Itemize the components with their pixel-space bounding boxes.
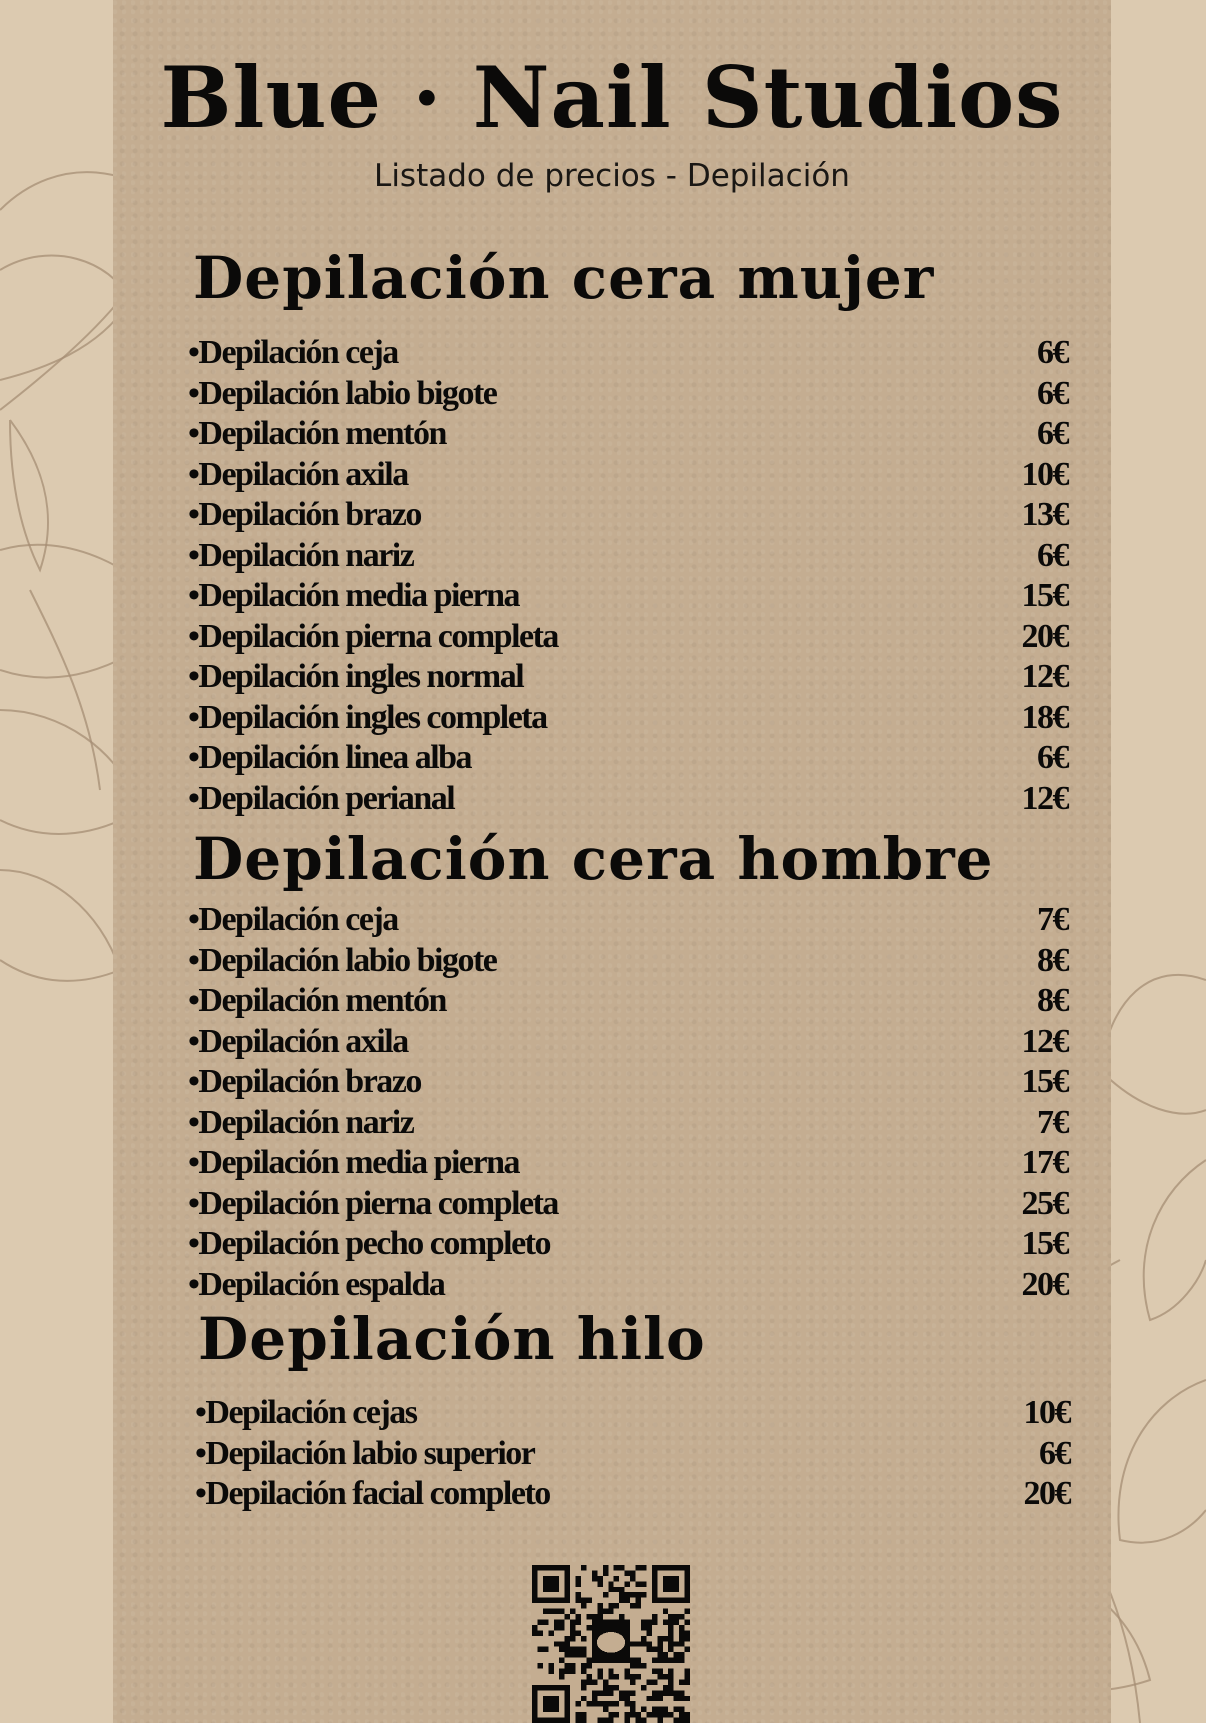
service-name: • Depilación ceja [188, 901, 398, 939]
price-row [195, 1393, 1070, 1434]
service-price: 15€ [1021, 1063, 1068, 1101]
service-name: • Depilación media pierna [188, 577, 519, 615]
price-row [188, 900, 1068, 941]
service-name: • Depilación labio superior [195, 1435, 534, 1473]
price-row [188, 738, 1068, 779]
price-row [188, 941, 1068, 982]
service-name: • Depilación pecho completo [188, 1225, 550, 1263]
service-name: • Depilación labio bigote [188, 942, 496, 980]
service-price: 20€ [1023, 1475, 1070, 1513]
service-price: 7€ [1037, 1103, 1068, 1141]
price-row [188, 495, 1068, 536]
service-name: • Depilación facial completo [195, 1475, 550, 1513]
section-heading-hilo: Depilación hilo [198, 1305, 706, 1373]
service-price: 6€ [1037, 536, 1068, 574]
service-price: 8€ [1037, 941, 1068, 979]
service-name: • Depilación media pierna [188, 1144, 519, 1182]
service-price: 10€ [1023, 1394, 1070, 1432]
section-heading-cera-hombre: Depilación cera hombre [193, 825, 994, 893]
service-price: 15€ [1021, 1225, 1068, 1263]
page-subtitle: Listado de precios - Depilación [374, 158, 850, 194]
service-price: 6€ [1037, 334, 1068, 372]
service-price: 13€ [1021, 496, 1068, 534]
service-name: • Depilación cejas [195, 1394, 417, 1432]
price-row [188, 333, 1068, 374]
page-title: Blue · Nail Studios [160, 48, 1064, 147]
price-row [188, 1103, 1068, 1144]
service-name: • Depilación nariz [188, 1104, 413, 1142]
service-name: • Depilación linea alba [188, 739, 471, 777]
price-row [188, 779, 1068, 820]
service-price: 12€ [1021, 1022, 1068, 1060]
service-name: • Depilación mentón [188, 415, 446, 453]
price-row [188, 657, 1068, 698]
price-row [188, 414, 1068, 455]
price-row [188, 1265, 1068, 1306]
price-row [195, 1474, 1070, 1515]
service-price: 6€ [1039, 1434, 1070, 1472]
service-name: • Depilación brazo [188, 1063, 421, 1101]
price-row [188, 1184, 1068, 1225]
service-price: 18€ [1021, 698, 1068, 736]
price-row [188, 1062, 1068, 1103]
price-row [188, 698, 1068, 739]
section-heading-cera-mujer: Depilación cera mujer [193, 244, 935, 312]
service-name: • Depilación espalda [188, 1266, 444, 1304]
service-price: 20€ [1021, 1265, 1068, 1303]
service-name: • Depilación pierna completa [188, 1185, 558, 1223]
service-name: • Depilación ingles completa [188, 699, 547, 737]
price-row [188, 1022, 1068, 1063]
service-name: • Depilación pierna completa [188, 618, 558, 656]
service-price: 10€ [1021, 455, 1068, 493]
service-price: 8€ [1037, 982, 1068, 1020]
price-list-hilo [195, 1393, 1070, 1515]
service-price: 6€ [1037, 415, 1068, 453]
price-row [188, 1224, 1068, 1265]
price-list-panel [113, 0, 1111, 1723]
chat-bubble-icon [597, 1632, 625, 1653]
service-name: • Depilación axila [188, 456, 408, 494]
price-row [188, 617, 1068, 658]
service-price: 15€ [1021, 577, 1068, 615]
service-price: 20€ [1021, 617, 1068, 655]
price-row [188, 374, 1068, 415]
qr-code-icon[interactable] [531, 1565, 691, 1723]
service-price: 12€ [1021, 658, 1068, 696]
price-list-cera-hombre [188, 900, 1068, 1305]
service-price: 6€ [1037, 374, 1068, 412]
service-name: • Depilación labio bigote [188, 375, 496, 413]
price-row [188, 455, 1068, 496]
service-name: • Depilación ingles normal [188, 658, 523, 696]
service-name: • Depilación mentón [188, 982, 446, 1020]
price-row [188, 981, 1068, 1022]
service-name: • Depilación perianal [188, 780, 454, 818]
service-price: 7€ [1037, 901, 1068, 939]
service-price: 17€ [1021, 1144, 1068, 1182]
price-row [188, 576, 1068, 617]
service-price: 6€ [1037, 739, 1068, 777]
service-name: • Depilación axila [188, 1023, 408, 1061]
service-name: • Depilación nariz [188, 537, 413, 575]
price-row [188, 1143, 1068, 1184]
service-name: • Depilación ceja [188, 334, 398, 372]
price-list-cera-mujer [188, 333, 1068, 819]
service-name: • Depilación brazo [188, 496, 421, 534]
service-price: 25€ [1021, 1184, 1068, 1222]
service-price: 12€ [1021, 779, 1068, 817]
price-row [195, 1434, 1070, 1475]
price-row [188, 536, 1068, 577]
